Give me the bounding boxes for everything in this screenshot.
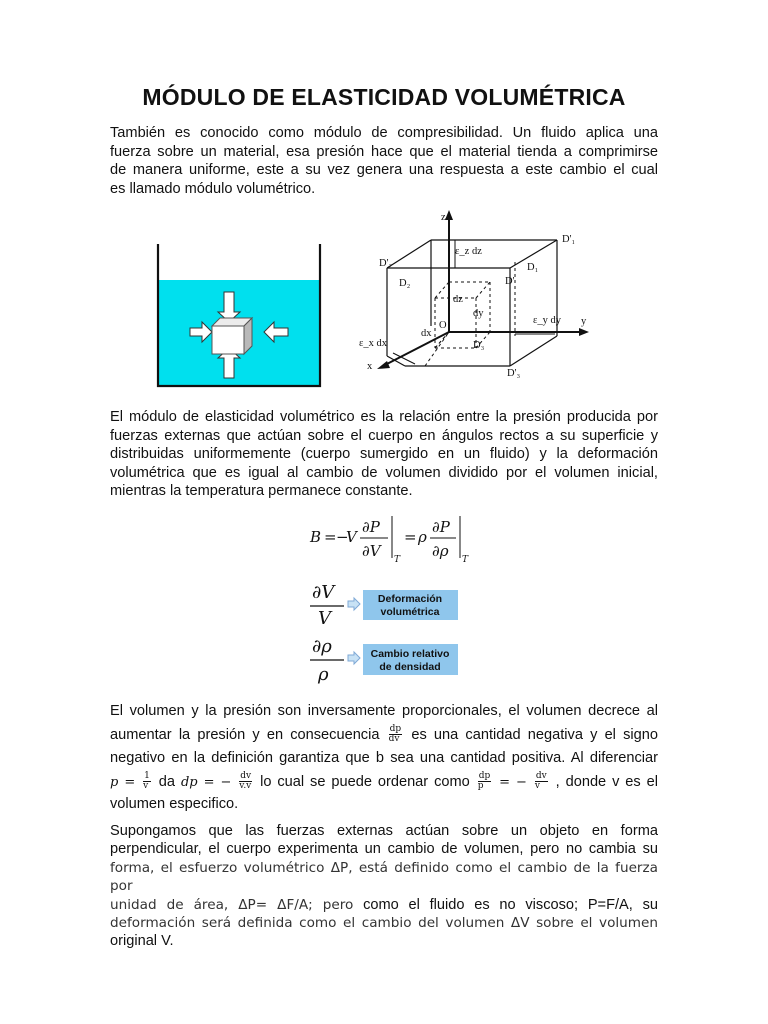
formula-t2: T	[462, 555, 469, 565]
final-paragraph	[110, 822, 658, 951]
dp-over-p: $\frac{dp}{p}$	[477, 771, 491, 792]
final-line	[110, 896, 658, 914]
da-word: da	[158, 773, 176, 790]
axis-x-label: x	[367, 361, 373, 372]
formula-dp: ∂P	[362, 518, 380, 536]
ex-dx-label: ε_x dx	[359, 338, 388, 349]
p-eq: p =	[110, 774, 136, 790]
density-box-line2: de densidad	[379, 661, 441, 673]
definition-line: distribuidas uniformemente (cuerpo sumergido en un fluido) y la deformación	[110, 446, 658, 463]
formula-drho: ∂ρ	[432, 542, 449, 560]
volume-line: El volumen y la presión son inversamente proporcionales, el volumen decrece al	[110, 703, 658, 719]
intro-line: es llamado módulo volumétrico.	[110, 180, 316, 197]
d1-prime-label: D'₁	[562, 234, 576, 245]
submerged-cube-figure	[150, 236, 326, 392]
final-line4b: como el fluido es no viscoso; P=F/A, su	[363, 896, 658, 913]
volume-tail: , donde v es el	[555, 773, 658, 790]
d2-prime-label: D'₂	[379, 258, 393, 269]
formula-t1: T	[394, 555, 401, 565]
dv-over-v: $\frac{dv}{v}$	[534, 771, 547, 792]
volume-line: volumen especifico.	[110, 796, 239, 812]
formula-legend	[306, 580, 466, 688]
d2-label: D₂	[399, 278, 411, 289]
d1-label: D₁	[527, 262, 539, 273]
ez-dz-label: ε_z dz	[455, 246, 482, 257]
origin-label: O	[439, 320, 447, 331]
formula-dp2: ∂P	[432, 518, 450, 536]
one-over-v: $\frac{1}{v}$	[143, 771, 150, 792]
dp-eq: dp = −	[180, 774, 232, 790]
cube	[212, 318, 252, 354]
d3-prime-label: D'₃	[507, 368, 521, 378]
formula-eq2: =	[404, 528, 417, 546]
definition-line: volumétrica que es igual al cambio de volumen dividido por el volumen inicial,	[110, 464, 658, 481]
final-line: perpendicular, el cuerpo experimenta un cambio de volumen, pero no cambia su	[110, 841, 658, 858]
final-line: deformación será definida como el cambio del volumen ΔV sobre el volumen	[110, 915, 658, 932]
legend-frac2-den: ρ	[318, 664, 329, 685]
legend-arrow-2	[348, 652, 360, 664]
intro-line: También es conocido como módulo de compresibilidad. Un fluido aplica una	[110, 125, 658, 141]
intro-paragraph	[110, 124, 658, 198]
d3-label: D₃	[473, 340, 485, 351]
volume-line	[110, 771, 658, 795]
ordered-text: lo cual se puede ordenar como	[260, 773, 470, 790]
volume-line: negativo en la definición garantiza que b sea una cantidad positiva. Al diferenciar	[110, 750, 658, 766]
definition-line: fuerzas externas que actúan sobre el cuerpo en ángulos rectos a su superficie y	[110, 427, 658, 444]
dy-label: dy	[473, 308, 484, 319]
eq-minus: = −	[499, 774, 527, 790]
intro-line: fuerza sobre un material, esa presión hace que el material tienda a comprimirse	[110, 143, 658, 160]
legend-frac1-den: V	[318, 608, 331, 629]
bulk-modulus-formula	[306, 510, 476, 568]
density-box-line1: Cambio relativo	[370, 648, 450, 660]
legend-frac2-num: ∂ρ	[312, 636, 332, 657]
final-line4a: unidad de área, ΔP= ΔF/A; pero	[110, 896, 354, 913]
axis-y-label: y	[581, 316, 587, 327]
ey-dy-label: ε_y dy	[533, 315, 562, 326]
formula-minus: −	[336, 528, 349, 546]
volume-line	[110, 724, 658, 748]
volume-paragraph	[110, 700, 658, 814]
formula-b: B	[310, 528, 322, 546]
intro-line: de manera uniforme, este a su vez genera una respuesta a este cambio el cual	[110, 162, 658, 179]
definition-line: mientras la temperatura permanece constante.	[110, 483, 413, 500]
final-line: original V.	[110, 933, 174, 950]
deformation-box-line2: volumétrica	[380, 606, 440, 618]
dp-dv-fraction: $\frac{dp}{dv}$	[388, 724, 402, 745]
d-prime-label: D'	[505, 276, 515, 287]
formula-v: V	[346, 528, 357, 546]
legend-frac1-num: ∂V	[312, 582, 335, 603]
final-line: Supongamos que las fuerzas externas actúan sobre un objeto en forma	[110, 823, 658, 839]
dz-label: dz	[453, 294, 463, 305]
formula-rho: ρ	[418, 528, 427, 546]
legend-arrow-1	[348, 598, 360, 610]
volume-line2a: aumentar la presión y en consecuencia	[110, 726, 380, 743]
page-title: MÓDULO DE ELASTICIDAD VOLUMÉTRICA	[142, 84, 626, 110]
definition-line: El módulo de elasticidad volumétrico es la relación entre la presión producida por	[110, 409, 658, 425]
dv-over-vv: $\frac{dv}{v.v}$	[239, 771, 252, 792]
dx-label: dx	[421, 328, 432, 339]
volume-line2b: es una cantidad negativa y el signo	[411, 726, 658, 743]
definition-paragraph	[110, 408, 658, 501]
deformation-cube-diagram	[355, 206, 600, 378]
final-line: forma, el esfuerzo volumétrico ΔP, está definido como el cambio de la fuerza por	[110, 859, 658, 895]
axis-z-label: z	[441, 212, 446, 223]
formula-eq: =	[324, 528, 337, 546]
formula-dv: ∂V	[362, 542, 381, 560]
deformation-box-line1: Deformación	[377, 593, 443, 605]
